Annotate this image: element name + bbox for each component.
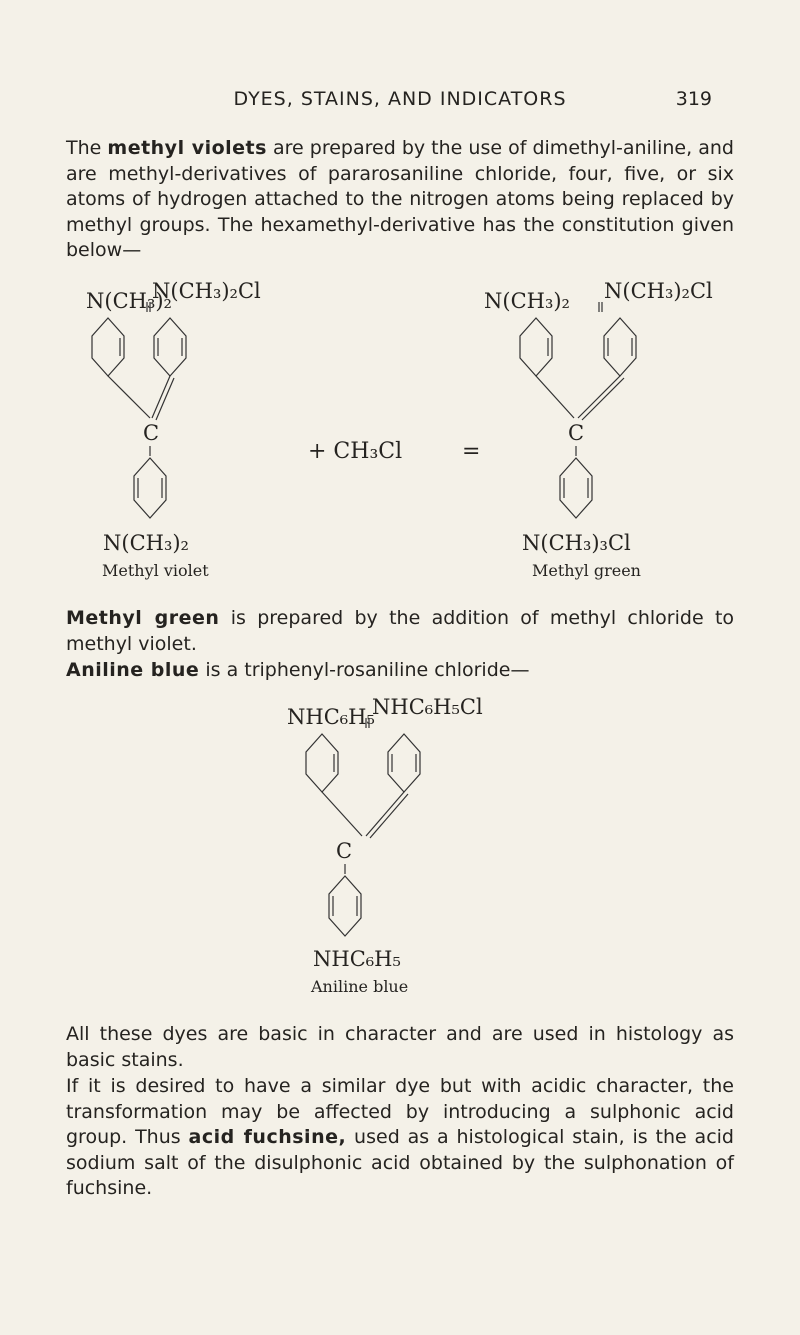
- para4-text: All these dyes are basic in character and are used in histology as basic stains.: [66, 1023, 734, 1071]
- reagent-ch3cl: + CH₃Cl: [308, 439, 403, 464]
- page-number: 319: [675, 88, 712, 110]
- left-ring-1: [92, 318, 124, 376]
- aniline-central-carbon: C: [336, 839, 353, 863]
- right-ring-3: [560, 458, 592, 518]
- right-top-right-group: N(CH₃)₂Cl: [604, 279, 713, 303]
- left-top-right-group: N(CH₃)₂Cl: [152, 279, 261, 303]
- term-methyl-green: Methyl green: [66, 607, 220, 629]
- aniline-ring-1: [306, 734, 338, 792]
- left-bond-ring2-c-double: [156, 378, 174, 420]
- aniline-blue-diagram: [0, 690, 800, 1020]
- left-bottom-group: N(CH₃)₂: [103, 531, 189, 555]
- paragraph-acid-fuchsine: [66, 1074, 734, 1202]
- para3-rest: is a triphenyl-rosaniline chloride—: [199, 659, 530, 681]
- aniline-bond-ring1-c: [322, 792, 362, 836]
- left-top-left-group: N(CH₃)₂: [86, 289, 172, 313]
- aniline-top-left-group: NHC₆H₅: [287, 705, 375, 729]
- aniline-ring-2: [388, 734, 420, 792]
- term-aniline-blue: Aniline blue: [66, 659, 200, 681]
- methyl-green-caption: Methyl green: [532, 561, 641, 580]
- reaction-diagram: [0, 278, 800, 598]
- aniline-bond-ring2-c-double: [370, 794, 408, 838]
- aniline-bottom-group: NHC₆H₅: [313, 947, 401, 971]
- right-ring-2: [604, 318, 636, 376]
- paragraph-basic-stains: [66, 1022, 734, 1073]
- left-bond-ring2-c: [152, 376, 170, 418]
- running-title: DYES, STAINS, AND INDICATORS: [233, 88, 567, 110]
- left-ring-2: [154, 318, 186, 376]
- right-central-carbon: C: [568, 421, 585, 445]
- para5-rest: used as a histological stain, is the acid sodium salt of the disulphonic acid obtained by the sulphonation of fuchsine.: [66, 1126, 734, 1199]
- aniline-blue-caption: Aniline blue: [311, 977, 409, 996]
- methyl-violet-structure: [86, 279, 261, 580]
- para1-lead: The: [66, 137, 108, 159]
- para2-rest: is prepared by the addition of methyl chloride to methyl violet.: [66, 607, 735, 655]
- right-ring-1: [520, 318, 552, 376]
- right-bond-ring2-c-double: [582, 378, 624, 420]
- term-methyl-violets: methyl violets: [107, 137, 267, 159]
- paragraph-methyl-violets: [66, 136, 734, 264]
- left-bond-ring1-c: [108, 376, 150, 418]
- left-central-carbon: C: [143, 421, 160, 445]
- right-bottom-group: N(CH₃)₃Cl: [522, 531, 631, 555]
- term-acid-fuchsine: acid fuchsine,: [188, 1126, 347, 1148]
- aniline-top-right-group: NHC₆H₅Cl: [372, 695, 483, 719]
- paragraph-aniline-blue: [66, 658, 734, 684]
- left-ring-3: [134, 458, 166, 518]
- right-bond-ring2-c: [578, 376, 620, 418]
- equals-sign: =: [462, 439, 481, 464]
- paragraph-methyl-green: [66, 606, 734, 657]
- methyl-green-structure: [484, 279, 713, 580]
- right-top-left-group: N(CH₃)₂: [484, 289, 570, 313]
- aniline-ring-3: [329, 876, 361, 936]
- right-bond-ring1-c: [536, 376, 574, 418]
- para1-rest: are prepared by the use of dimethyl-aniline, and are methyl-derivatives of pararosaniline chloride, four, five, or six atoms of hydrogen attached to the nitrogen atoms being replaced by methyl groups. The hexamethyl-derivative has the constitution given below—: [66, 137, 734, 261]
- methyl-violet-caption: Methyl violet: [102, 561, 209, 580]
- running-head: [0, 88, 800, 116]
- para5-lead: If it is desired to have a similar dye but with acidic character, the transformation may be affected by introducing a sulphonic acid group. Thus: [66, 1075, 734, 1148]
- aniline-bond-ring2-c: [366, 792, 404, 836]
